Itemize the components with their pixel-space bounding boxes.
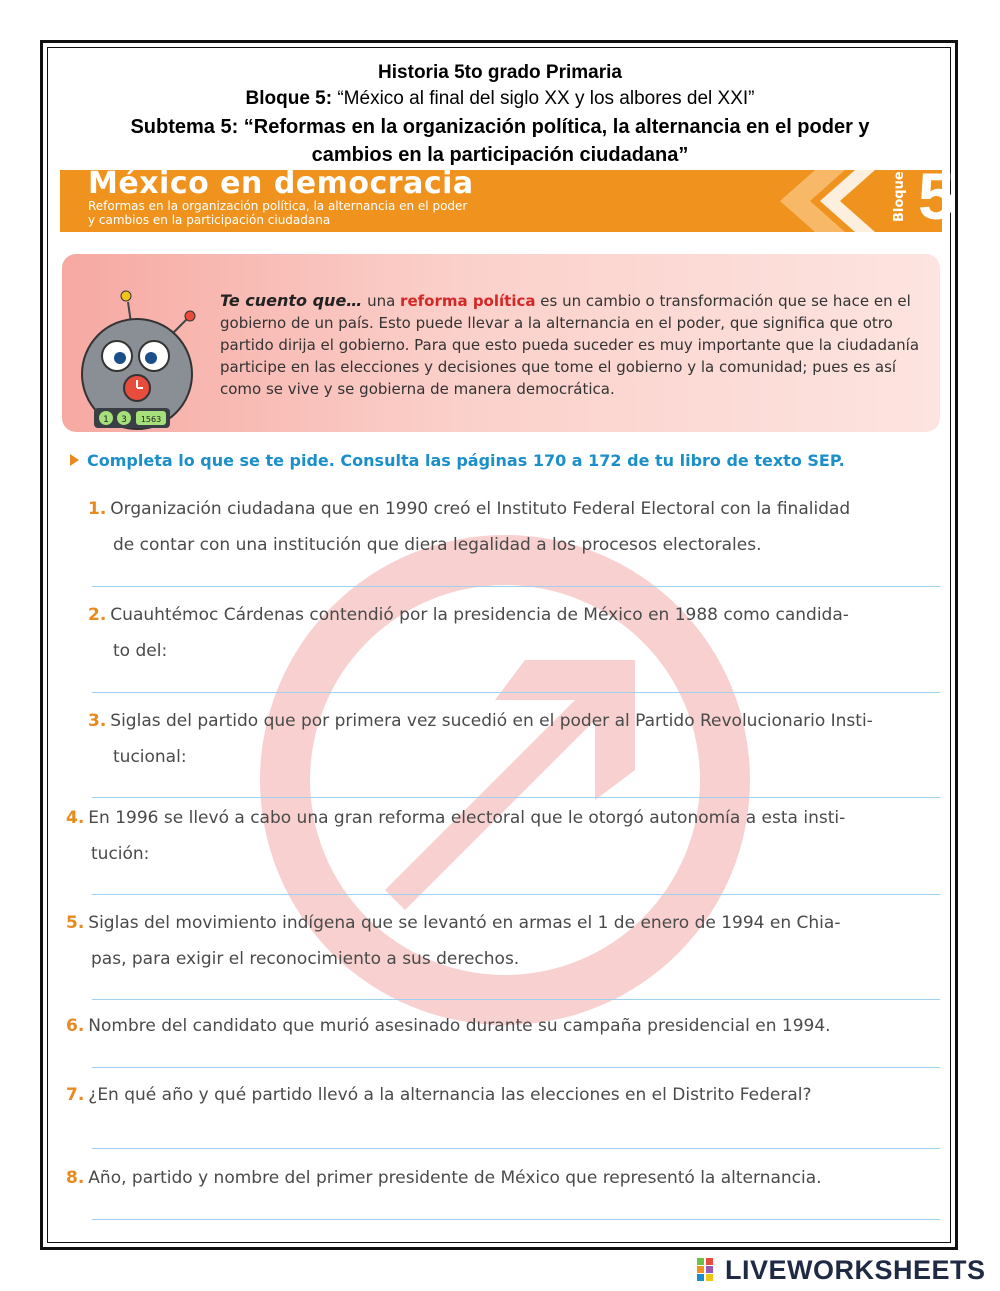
question-number: 2. [88, 605, 107, 625]
answer-field-4[interactable] [92, 894, 940, 895]
answer-field-8[interactable] [92, 1219, 940, 1220]
instruction-text: Completa lo que se te pide. Consulta las páginas 170 a 172 de tu libro de texto SEP. [87, 451, 845, 470]
answer-field-2[interactable] [92, 692, 940, 693]
tell-lead: Te cuento que… [220, 291, 363, 310]
answer-field-3[interactable] [92, 797, 940, 798]
answer-field-5[interactable] [92, 999, 940, 1000]
answer-field-6[interactable] [92, 1067, 940, 1068]
liveworksheets-logo-icon [697, 1258, 723, 1286]
question-6 [66, 1008, 831, 1044]
question-text-cont: tucional: [113, 747, 187, 767]
question-text: ¿En qué año y qué partido llevó a la alternancia las elecciones en el Distrito Federal? [88, 1085, 812, 1105]
democracy-banner [60, 159, 955, 233]
header-subtopic-line1: Subtema 5: “Reformas en la organización política, la alternancia en el poder y [130, 116, 870, 138]
question-5 [66, 905, 840, 977]
question-number: 1. [88, 499, 107, 519]
question-number: 3. [88, 711, 107, 731]
question-text: Cuauhtémoc Cárdenas contendió por la presidencia de México en 1988 como candida- [110, 605, 849, 625]
banner-subtitle-line2: y cambios en la participación ciudadana [88, 213, 331, 227]
badge-1: 1 [103, 415, 109, 425]
question-4 [66, 800, 845, 872]
question-number: 7. [66, 1085, 85, 1105]
question-text-cont: pas, para exigir el reconocimiento a sus derechos. [91, 949, 520, 969]
tell-text [220, 290, 920, 400]
robot-mascot-icon [62, 284, 212, 432]
question-3 [88, 703, 873, 775]
question-number: 6. [66, 1016, 85, 1036]
worksheet-header [50, 60, 950, 169]
tell-pre: una [362, 292, 401, 310]
question-text: Organización ciudadana que en 1990 creó el Instituto Federal Electoral con la finalidad [110, 499, 851, 519]
banner-title: México en democracia [88, 166, 474, 201]
banner-block-number: 5 [918, 159, 955, 233]
instruction [70, 451, 845, 470]
header-grade: Historia 5to grado Primaria [378, 62, 622, 83]
banner-subtitle [88, 199, 467, 227]
badge-3: 1563 [140, 415, 162, 424]
question-text: Año, partido y nombre del primer presidente de México que representó la alternancia. [88, 1168, 822, 1188]
question-text: Siglas del movimiento indígena que se levantó en armas el 1 de enero de 1994 en Chia- [88, 913, 841, 933]
banner-block-word: Bloque [892, 171, 907, 222]
question-text: En 1996 se llevó a cabo una gran reforma electoral que le otorgó autonomía a esta insti- [88, 808, 846, 828]
question-number: 8. [66, 1168, 85, 1188]
question-number: 4. [66, 808, 85, 828]
brand-name: LIVEWORKSHEETS [725, 1255, 986, 1285]
question-7 [66, 1077, 812, 1113]
triangle-bullet-icon [70, 454, 79, 466]
banner-subtitle-line1: Reformas en la organización política, la alternancia en el poder [88, 199, 468, 213]
question-text-cont: de contar con una institución que diera legalidad a los procesos electorales. [113, 535, 762, 555]
question-2 [88, 597, 849, 669]
answer-field-1[interactable] [92, 586, 940, 587]
tell-body: es un cambio o transformación que se hace en el gobierno de un país. Esto puede llevar a la alternancia en el poder, que significa que otro partido dirija el gobierno. Para que esto pueda suceder es muy importante que la ciudadanía participe en las elecciones y decisiones que tome el gobierno y la comunidad; pues es así como se vive y se gobierna de manera democrática. [220, 292, 920, 398]
question-text: Nombre del candidato que murió asesinado durante su campaña presidencial en 1994. [88, 1016, 831, 1036]
tell-highlight: reforma política [400, 292, 536, 310]
question-number: 5. [66, 913, 85, 933]
question-text-cont: to del: [113, 641, 168, 661]
header-subtopic-line2: cambios en la participación ciudadana” [311, 144, 689, 166]
question-text: Siglas del partido que por primera vez sucedió en el poder al Partido Revolucionario Insti- [110, 711, 873, 731]
tell-box [62, 254, 940, 432]
badge-2: 3 [121, 415, 127, 425]
header-block-text: “México al final del siglo XX y los albores del XXI” [332, 88, 755, 109]
question-1 [88, 491, 850, 563]
question-text-cont: tución: [91, 844, 150, 864]
header-block [50, 85, 950, 113]
header-block-label: Bloque 5: [245, 88, 333, 109]
answer-field-7[interactable] [92, 1148, 940, 1149]
question-8 [66, 1160, 822, 1196]
